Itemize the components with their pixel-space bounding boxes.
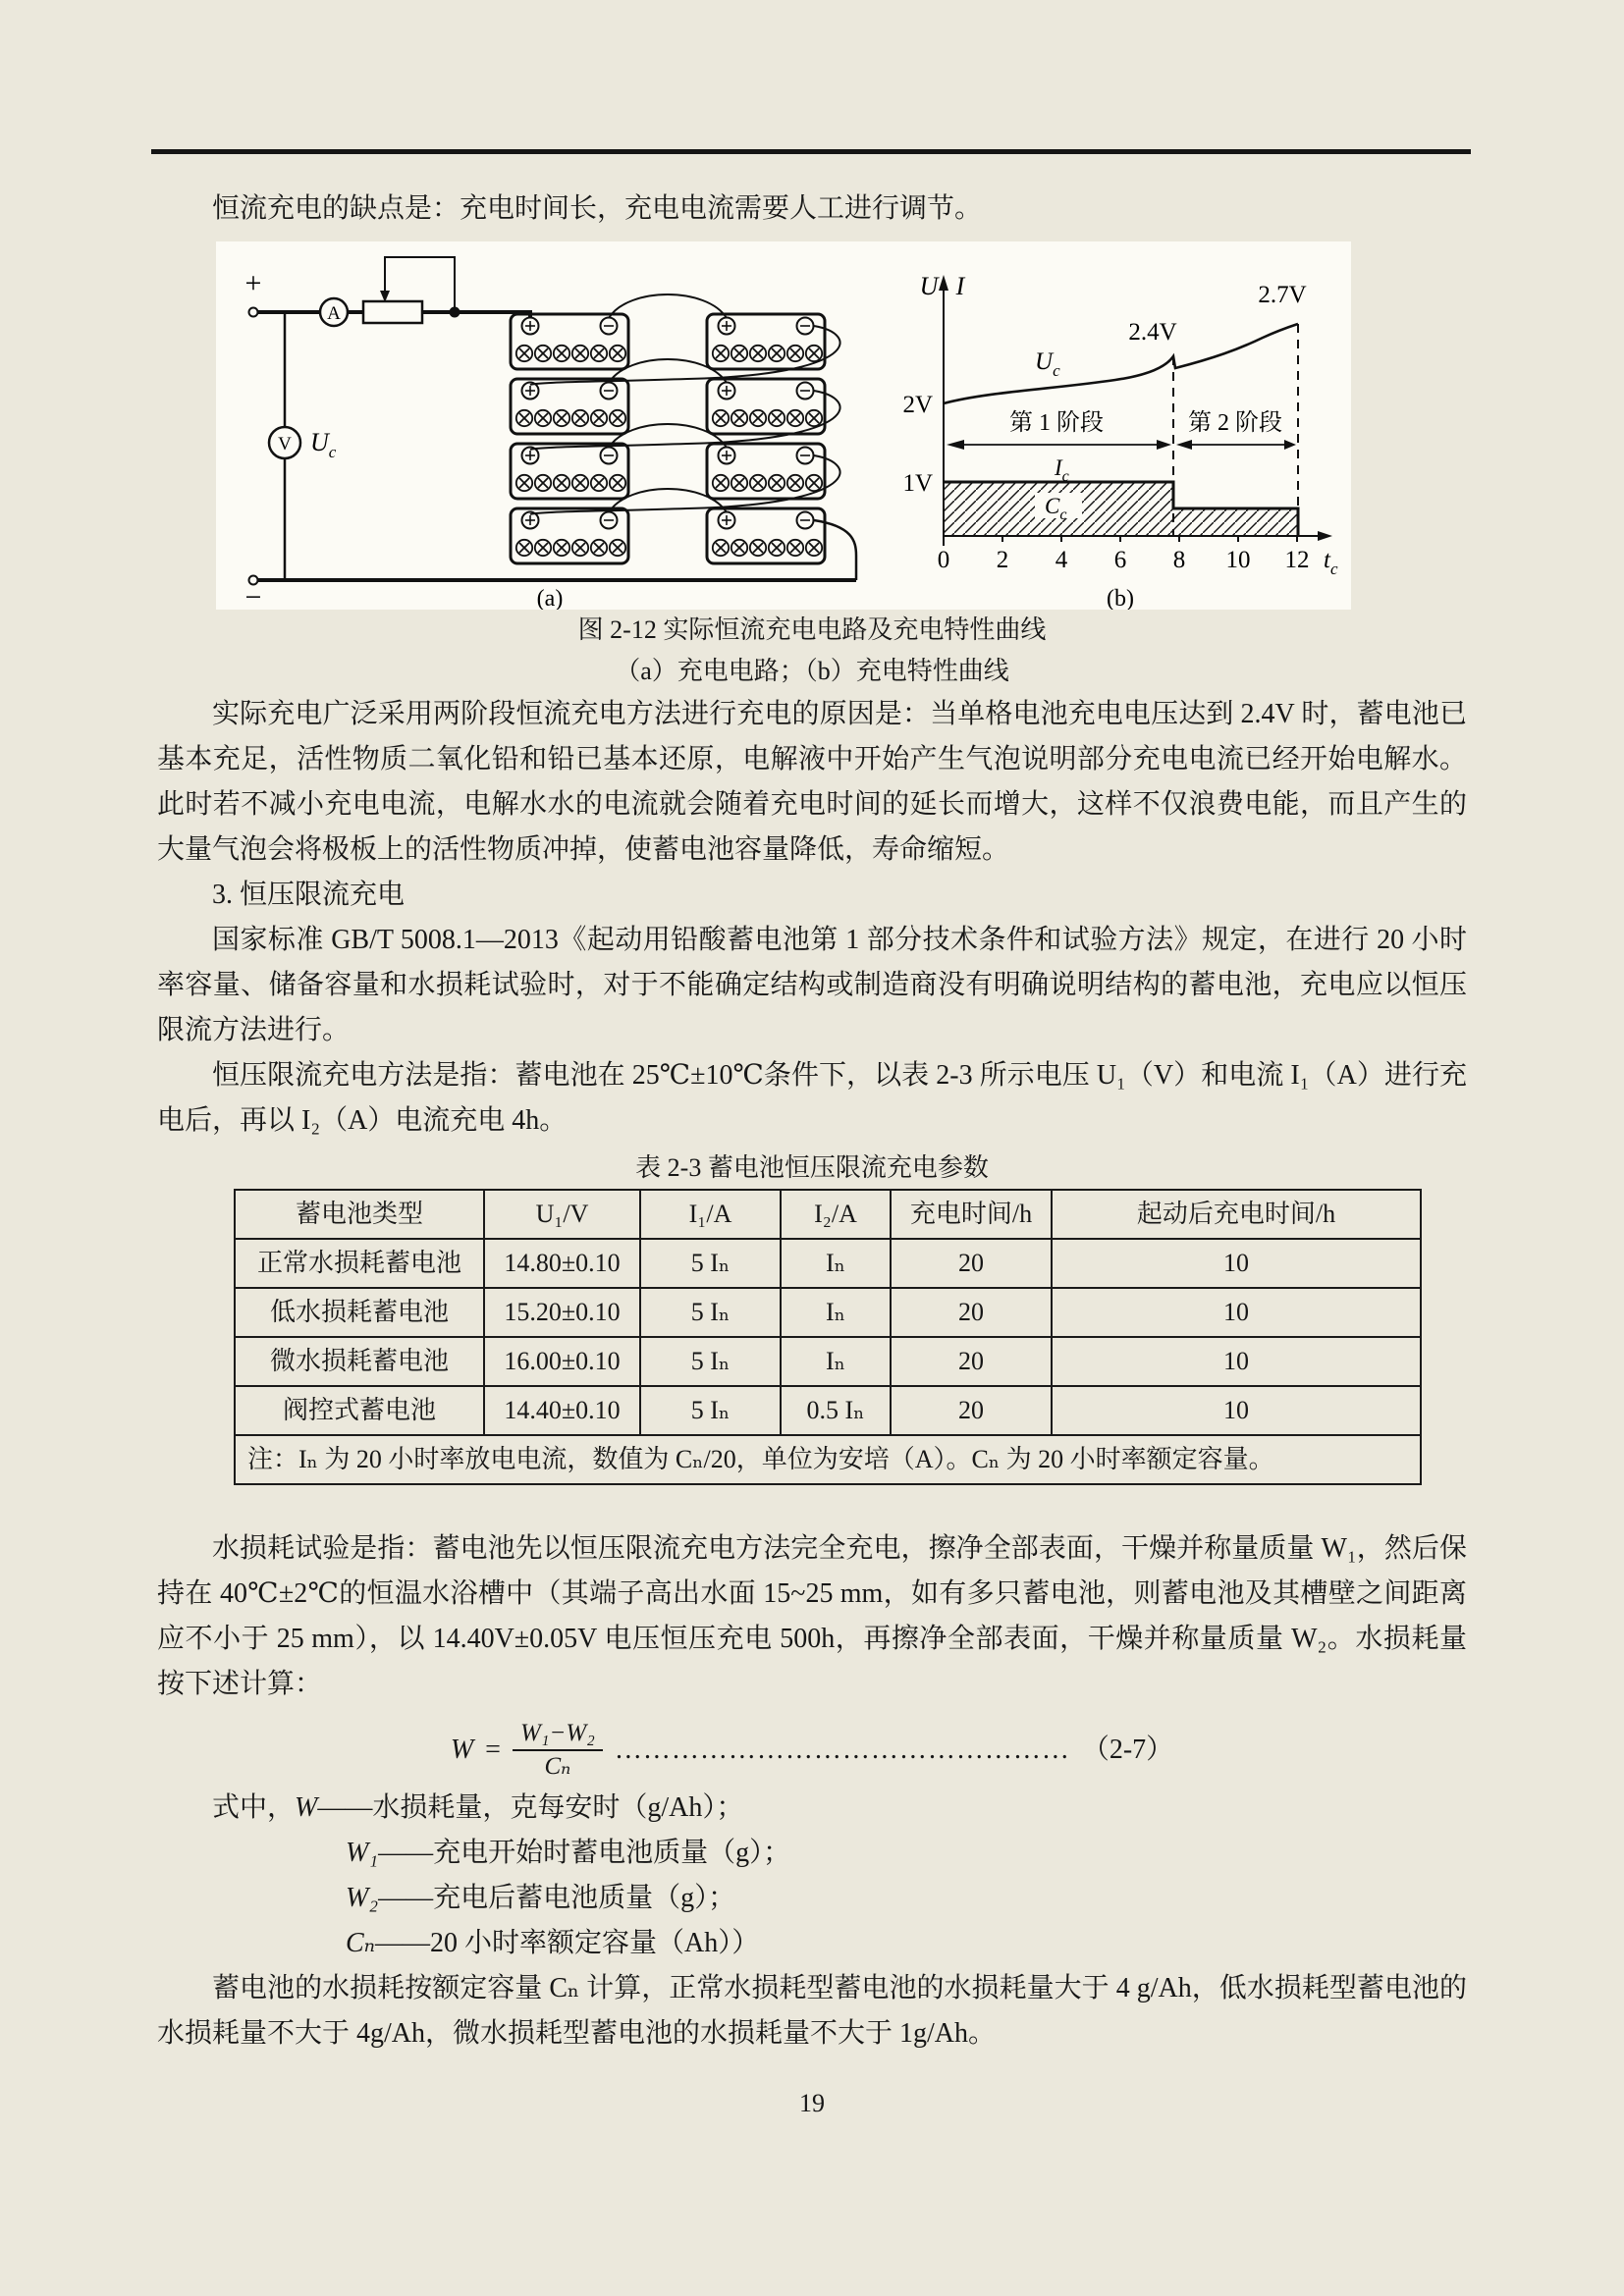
battery-icon [707, 508, 825, 563]
phase2-left-arrow-icon [1176, 440, 1192, 450]
table-header-row [235, 1190, 1421, 1239]
definition-text: ——水损耗量，克每安时（g/Ah）； [317, 1792, 744, 1823]
curve-uc-label: $U_c$ [1035, 348, 1060, 380]
table-row: 低水损耗蓄电池 15.20±0.10 5 Iₙ Iₙ 20 10 [235, 1288, 1421, 1337]
page-number: 19 [799, 2089, 825, 2117]
page-content [157, 187, 1467, 2056]
battery-icon [511, 508, 628, 563]
table-row: 正常水损耗蓄电池 14.80±0.10 5 Iₙ Iₙ 20 10 [235, 1239, 1421, 1288]
phase2-right-arrow-icon [1284, 440, 1296, 450]
definition-line [157, 1786, 1467, 1831]
col-header: U₁/V [484, 1190, 640, 1239]
col-header: I₁/A [640, 1190, 781, 1239]
col-header: I₂/A [781, 1190, 891, 1239]
tick-1v-label: 1V [902, 470, 933, 497]
definition-line [157, 1876, 1467, 1921]
figure-subcaption: （a）充电电路；（b）充电特性曲线 [615, 657, 1009, 685]
axis-i-label: I [955, 272, 965, 300]
battery-icon [707, 444, 825, 499]
plus-terminal-icon [249, 308, 258, 317]
definition-term: W₁ [346, 1838, 379, 1868]
definition-text: ——充电开始时蓄电池质量（g）； [378, 1838, 791, 1868]
definition-text: ——充电后蓄电池质量（g）； [378, 1883, 736, 1913]
body-paragraph: 实际充电广泛采用两阶段恒流充电方法进行充电的原因是：当单格电池充电电压达到 2.4V 时，蓄电池已基本充足，活性物质二氧化铅和铅已基本还原，电解液中开始产生气泡说明部分充电电流已经开始电解水。此时若不减小充电电流，电解水水的电流就会随着充电时间的延长而增大，这样不仅浪费电能，而且产生的大量气泡会将极板上的活性物质冲掉，使蓄电池容量降低，寿命缩短。 [157, 699, 1467, 865]
table-row: 微水损耗蓄电池 16.00±0.10 5 Iₙ Iₙ 20 10 [235, 1337, 1421, 1386]
x-tick: 2 [996, 547, 1009, 573]
battery-icon [707, 379, 825, 434]
figure-2-12 [216, 241, 1351, 610]
formula-2-7 [157, 1719, 1467, 1782]
definition-term: Cₙ [346, 1928, 376, 1958]
y-axis-arrow-icon [939, 275, 948, 291]
x-tick: 10 [1225, 547, 1251, 573]
axis-u-label: U [919, 272, 939, 300]
formula-denominator: Cₙ [544, 1753, 571, 1780]
rheostat-icon [363, 301, 422, 323]
x-tick: 8 [1172, 547, 1186, 573]
ammeter-label: A [327, 303, 341, 324]
voltage-label: $U_c$ [310, 428, 337, 461]
body-paragraph: 国家标准 GB/T 5008.1—2013《起动用铅酸蓄电池第 1 部分技术条件和试验方法》规定，在进行 20 小时率容量、储备容量和水损耗试验时，对于不能确定结构或制造商没有明确说明结构的蓄电池，充电应以恒压限流方法进行。 [157, 925, 1467, 1045]
x-tick: 6 [1113, 547, 1127, 573]
phase1-left-arrow-icon [947, 440, 964, 450]
formula-numerator: W₁−W₂ [513, 1719, 603, 1751]
formula-leader-dots: ………………………………………… [614, 1735, 1070, 1765]
capacity-area-phase2 [1173, 508, 1298, 536]
definition-line [157, 1921, 1467, 1966]
definition-term: W₂ [346, 1883, 379, 1913]
capacity-cc-label: $C_c$ [1045, 494, 1067, 523]
formula-fraction [513, 1719, 603, 1782]
definition-line [157, 1831, 1467, 1876]
closing-paragraph: 蓄电池的水损耗按额定容量 Cₙ 计算，正常水损耗型蓄电池的水损耗量大于 4 g/Ah，低水损耗型蓄电池的水损耗量不大于 4g/Ah，微水损耗型蓄电池的水损耗量不大于 1g/Ah。 [157, 1973, 1467, 2049]
voltmeter-label: V [278, 434, 292, 454]
charge-curve-chart [890, 241, 1351, 610]
definition-lead: 式中， [212, 1792, 296, 1823]
voltage-curve [944, 324, 1298, 403]
table-title: 表 2-3 蓄电池恒压限流充电参数 [635, 1153, 989, 1182]
body-paragraph: 水损耗试验是指：蓄电池先以恒压限流充电方法完全充电，擦净全部表面，干燥并称量质量 W₁，然后保持在 40℃±2℃的恒温水浴槽中（其端子高出水面 15~25 mm，如有多只蓄电池，则蓄电池及其槽壁之间距离应不小于 25 mm），以 14.40V±0.05V 电压恒压充电 500h，再擦净全部表面，干燥并称量质量 W₂。水损耗量按下述计算： [157, 1533, 1467, 1699]
point-27v-label: 2.7V [1258, 282, 1307, 308]
definition-term: W [295, 1792, 318, 1823]
battery-icon [511, 314, 628, 369]
symbol-definitions [157, 1786, 1467, 1966]
header-rule [151, 149, 1471, 154]
table-note: 注：Iₙ 为 20 小时率放电电流，数值为 Cₙ/20，单位为安培（A）。Cₙ 为 20 小时率额定容量。 [235, 1435, 1421, 1484]
phase1-label: 第 1 阶段 [1009, 410, 1104, 436]
body-paragraph: 恒压限流充电方法是指：蓄电池在 25℃±10℃条件下，以表 2-3 所示电压 U₁（V）和电流 I₁（A）进行充电后，再以 I₂（A）电流充电 4h。 [157, 1060, 1467, 1136]
figure-caption: 图 2-12 实际恒流充电电路及充电特性曲线 [577, 615, 1047, 644]
plus-label: + [244, 267, 262, 299]
table-row: 阀控式蓄电池 14.40±0.10 5 Iₙ 0.5 Iₙ 20 10 [235, 1386, 1421, 1435]
formula-equals: = [485, 1735, 501, 1765]
formula-lhs: W [450, 1735, 474, 1765]
panel-a-label: (a) [536, 586, 564, 610]
col-header: 蓄电池类型 [235, 1190, 484, 1239]
definition-text: ——20 小时率额定容量（Ah）） [375, 1928, 760, 1958]
current-ic-label: $I_c$ [1055, 455, 1069, 485]
point-24v-label: 2.4V [1128, 319, 1177, 346]
charge-params-table [234, 1189, 1422, 1485]
x-tick: 4 [1055, 547, 1068, 573]
col-header: 起动后充电时间/h [1052, 1190, 1421, 1239]
intro-paragraph: 恒流充电的缺点是：充电时间长，充电电流需要人工进行调节。 [212, 193, 983, 224]
phase2-label: 第 2 阶段 [1188, 410, 1282, 436]
minus-label: − [244, 581, 262, 610]
tick-2v-label: 2V [902, 392, 933, 418]
battery-icon [511, 379, 628, 434]
panel-b-label: (b) [1107, 586, 1134, 610]
x-tick: 12 [1284, 547, 1310, 573]
x-axis-var-label: $t_c$ [1324, 547, 1338, 578]
battery-icon [511, 444, 628, 499]
wire-node-dot [450, 307, 460, 318]
col-header: 充电时间/h [891, 1190, 1052, 1239]
circuit-diagram [216, 241, 890, 610]
table-note-row [235, 1435, 1421, 1484]
battery-icon [707, 314, 825, 369]
figure-canvas [216, 241, 1351, 610]
phase1-right-arrow-icon [1157, 440, 1171, 450]
x-tick: 0 [937, 547, 950, 573]
formula-tag: （2-7） [1081, 1735, 1174, 1765]
section-heading: 3. 恒压限流充电 [212, 880, 406, 910]
x-axis-arrow-icon [1318, 531, 1332, 541]
